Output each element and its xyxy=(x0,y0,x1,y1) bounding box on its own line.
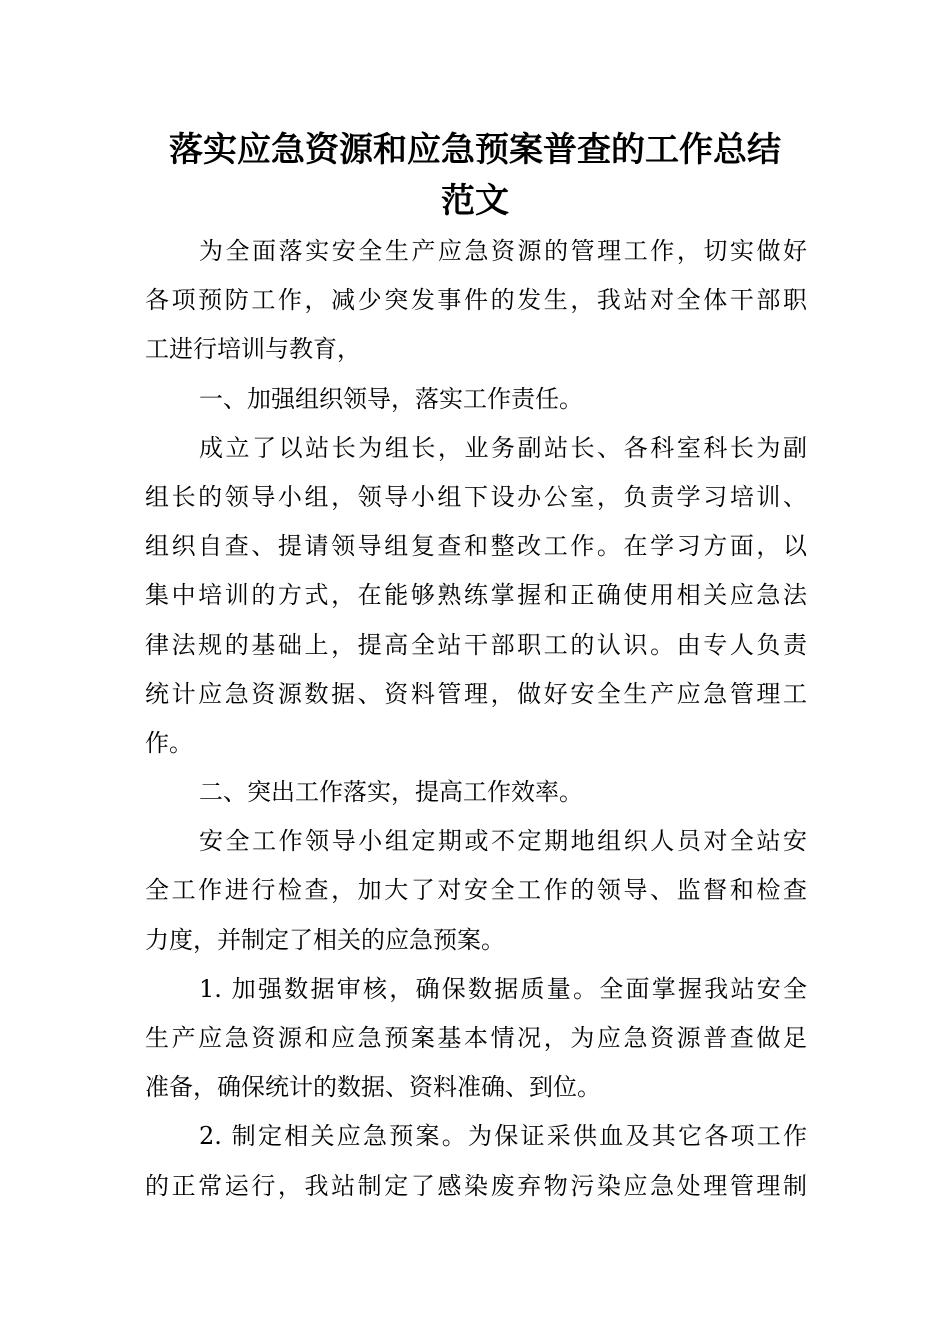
paragraph-inspection xyxy=(145,817,807,965)
paragraph-line: 集中培训的方式，在能够熟练掌握和正确使用相关应急法 xyxy=(145,581,807,610)
paragraph-line: 统计应急资源数据、资料管理，做好安全生产应急管理工 xyxy=(145,679,807,708)
section-heading-1 xyxy=(145,375,807,424)
paragraph-line: 一、加强组织领导，落实工作责任。 xyxy=(199,384,583,413)
paragraph-line: 成立了以站长为组长，业务副站长、各科室科长为副 xyxy=(199,433,807,462)
paragraph-item-2 xyxy=(145,1112,807,1210)
paragraph-line: 组长的领导小组，领导小组下设办公室，负责学习培训、 xyxy=(145,482,807,511)
document-title-line-2: 范文 xyxy=(441,181,509,221)
document-body xyxy=(145,227,807,1211)
paragraph-organization xyxy=(145,424,807,768)
paragraph-item-1 xyxy=(145,965,807,1113)
paragraph-line: 律法规的基础上，提高全站干部职工的认识。由专人负责 xyxy=(145,630,807,659)
paragraph-line: 准备，确保统计的数据、资料准确、到位。 xyxy=(145,1073,601,1102)
paragraph-line: 1. 加强数据审核，确保数据质量。全面掌握我站安全 xyxy=(199,974,807,1003)
paragraph-line: 组织自查、提请领导组复查和整改工作。在学习方面，以 xyxy=(145,532,807,561)
section-heading-2 xyxy=(145,768,807,817)
paragraph-line: 为全面落实安全生产应急资源的管理工作，切实做好 xyxy=(199,237,807,265)
paragraph-line: 的正常运行，我站制定了感染废弃物污染应急处理管理制 xyxy=(145,1171,807,1200)
paragraph-line: 生产应急资源和应急预案基本情况，为应急资源普查做足 xyxy=(145,1024,807,1052)
paragraph-line: 安全工作领导小组定期或不定期地组织人员对全站安 xyxy=(199,827,807,856)
paragraph-line: 作。 xyxy=(145,728,193,757)
paragraph-line: 工进行培训与教育， xyxy=(145,335,361,364)
paragraph-line: 力度，并制定了相关的应急预案。 xyxy=(145,925,505,954)
paragraph-line: 各项预防工作，减少突发事件的发生，我站对全体干部职 xyxy=(145,286,807,315)
paragraph-intro xyxy=(145,227,807,375)
document-title-line-1: 落实应急资源和应急预案普查的工作总结 xyxy=(169,130,781,170)
paragraph-line: 二、突出工作落实，提高工作效率。 xyxy=(199,778,583,807)
paragraph-line: 全工作进行检查，加大了对安全工作的领导、监督和检查 xyxy=(145,876,807,905)
paragraph-line: 2. 制定相关应急预案。为保证采供血及其它各项工作 xyxy=(199,1122,807,1151)
